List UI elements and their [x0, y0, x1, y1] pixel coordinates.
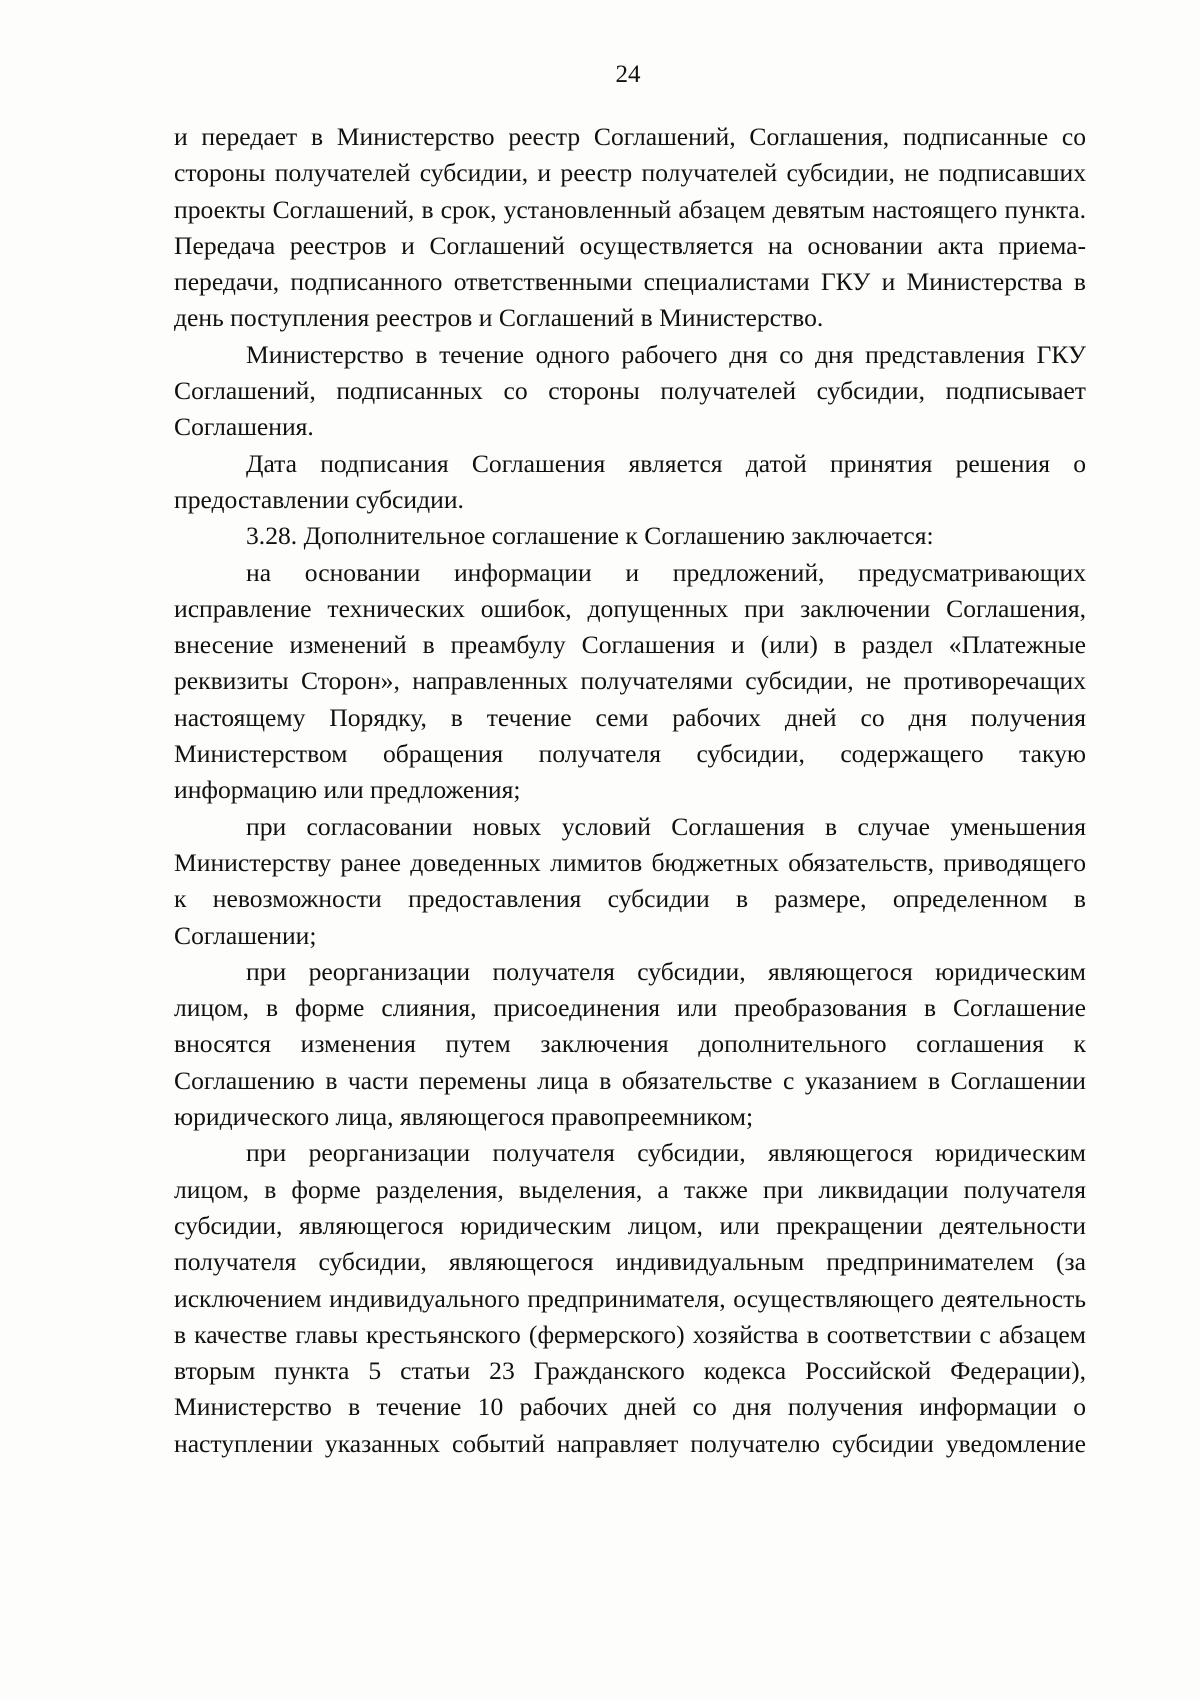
paragraph-technical-errors: на основании информации и предложений, предусматривающих исправление технических ошибок, допущенных при заключении Соглашения, внесение изменений в преамбулу Соглашения и (или) в раздел «Платежные реквизиты Сторон», направленных получателями субсидии, не противоречащих настоящему Порядку, в течение семи рабочих дней со дня получения Министерством обращения получателя субсидии, содержащего такую информацию или предложения; — [174, 557, 1086, 805]
paragraph-registry-transfer: и передает в Министерство реестр Соглашений, Соглашения, подписанные со стороны получателей субсидии, и реестр получателей субсидии, не подписавших проекты Соглашений, в срок, установленный абзацем девятым настоящего пункта. Передача реестров и Соглашений осуществляется на основании акта приема-передачи, подписанного ответственными специалистами ГКУ и Министерства в день поступления реестров и Соглашений в Министерство. — [174, 122, 1086, 333]
paragraph-new-conditions: при согласовании новых условий Соглашения в случае уменьшения Министерству ранее доведенных лимитов бюджетных обязательств, приводящего к невозможности предоставления субсидии в размере, определенном в Соглашении; — [174, 811, 1086, 950]
paragraph-ministry-signs: Министерство в течение одного рабочего дня со дня представления ГКУ Соглашений, подписанных со стороны получателей субсидии, подписывает Соглашения. — [174, 339, 1086, 442]
page-number: 24 — [615, 61, 641, 88]
document-body — [174, 119, 1086, 1462]
paragraph-reorganization-merger: при реорганизации получателя субсидии, являющегося юридическим лицом, в форме слияния, присоединения или преобразования в Соглашение вносятся изменения путем заключения дополнительного соглашения к Соглашению в части перемены лица в обязательстве с указанием в Соглашении юридического лица, являющегося правопреемником; — [174, 956, 1086, 1132]
paragraph-signing-date: Дата подписания Соглашения является датой принятия решения о предоставлении субсидии. — [174, 448, 1086, 514]
paragraph-section-3-28: 3.28. Дополнительное соглашение к Соглашению заключается: — [246, 521, 934, 551]
paragraph-reorganization-division: при реорганизации получателя субсидии, являющегося юридическим лицом, в форме разделения, выделения, а также при ликвидации получателя субсидии, являющегося юридическим лицом, или прекращении деятельности получателя субсидии, являющегося индивидуальным предпринимателем (за исключением индивидуального предпринимателя, осуществляющего деятельность в качестве главы крестьянского (фермерского) хозяйства в соответствии с абзацем вторым пункта 5 статьи 23 Гражданского кодекса Российской Федерации), Министерство в течение 10 рабочих дней со дня получения информации о наступлении указанных событий направляет получателю субсидии уведомление — [174, 1138, 1086, 1458]
